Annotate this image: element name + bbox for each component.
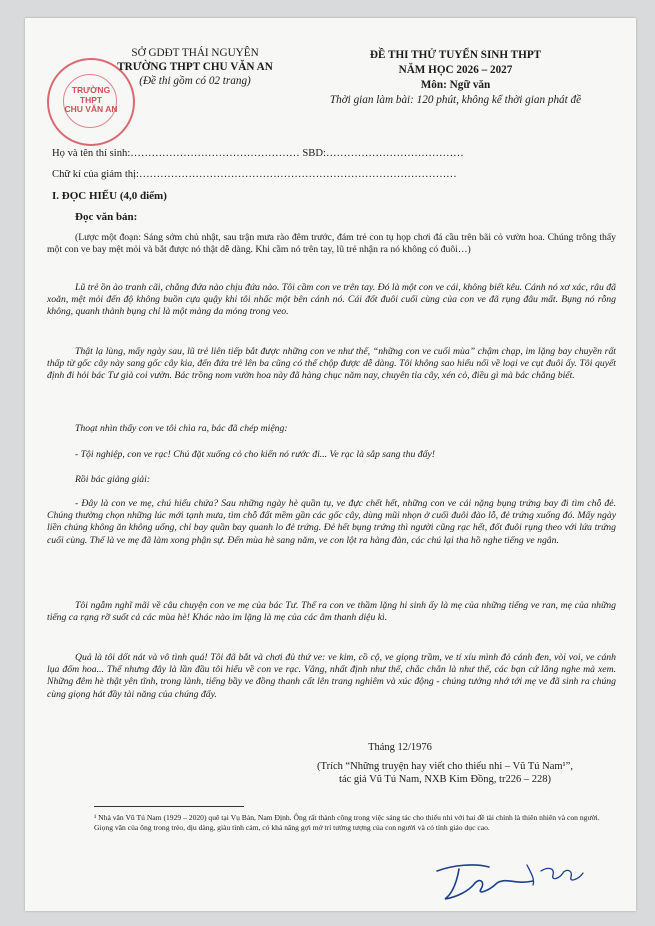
paragraph-4: - Tội nghiệp, con ve rạc! Chú đặt xuống cỏ cho kiến nó rước đi... Ve rạc là sắp sang thu đấy! — [75, 449, 435, 460]
paragraph-7: Tôi ngẫm nghĩ mãi về câu chuyện con ve mẹ của bác Tư. Thế ra con ve thầm lặng hi sinh ấy là mẹ của những tiếng ve ran, mẹ của những tiếng ca rạng rỡ suốt cả các mùa hè! Khác nào im lặng là mẹ của các âm thanh diệu kì. — [47, 600, 616, 624]
date-line: Tháng 12/1976 — [368, 742, 432, 753]
footnote-separator — [94, 806, 244, 807]
header-right — [293, 48, 618, 108]
paragraph-6: - Đây là con ve mẹ, chú hiểu chứa? Sau những ngày hè quần tụ, ve đực chết hết, những con ve cái nặng bụng trứng bay đi tìm chỗ đẻ. Chúng thường chọn những lúc mới tạnh mưa, tìm chỗ đất mềm gần các gốc cây, dùng mũi nhọn ở cuối đuôi đào lỗ, đẻ trứng xuống đó. Mấy ngày liền chúng không ăn không uống, chỉ bay quần bay quanh lo đẻ trứng. Đẻ hết bụng trứng thì người cũng rạc hết, đốt đuôi rụng theo với lứa trứng cuối cùng. Thế là ve mẹ đã làm xong phận sự. Đến mùa hè sang năm, ve con lột ra hàng đàn, các chú lại tha hồ nghe tiếng ve ngân. — [47, 498, 616, 546]
source-citation — [265, 760, 625, 786]
candidate-name-line: Họ và tên thí sinh:………………………………………… SBD:………………………………… — [52, 148, 464, 159]
signature-stroke-2 — [527, 865, 583, 885]
paragraph-8: Quả là tôi dốt nát và vô tình quá! Tôi đã bắt và chơi đủ thứ ve: ve kim, cồ cộ, ve giọng trầm, ve tí xíu mình đỏ cánh đen, vòi voi, ve cánh lụa đốm hoa... Thế nhưng đây là lần đầu tôi hiểu về con ve rạc. Vâng, nhất định như thế, chắc chắn là như thế, các bạn cứ lắng nghe mà xem. Những đêm hè thật yên tĩnh, trong lành, tiếng bầy ve đồng thanh cất lên trang nghiêm và xúc động - chúng tưởng nhớ tới mẹ ve đã sinh ra chúng cùng giọng hát đầy tài năng của chúng đấy. — [47, 652, 616, 700]
signature — [423, 853, 603, 908]
signature-stroke-1 — [437, 865, 533, 899]
school-name: TRƯỜNG THPT CHU VĂN AN — [117, 61, 273, 73]
exam-page — [25, 18, 636, 911]
paragraph-1: Lũ trẻ ồn ào tranh cãi, chẳng đứa nào chịu đứa nào. Tôi cầm con ve trên tay. Đó là một con ve cái, không biết kêu. Cánh nó xơ xác, râu đã xoăn, mệt mỏi đến độ không buồn cựa quậy khi tôi nhấc một bên cánh nó. Cái đốt đuôi cuối cùng của con ve đã rụng đâu mất. Bụng nó rỗng không, quanh thành bụng chỉ là một màng da mỏng trong veo. — [47, 282, 616, 318]
time-allowed — [293, 93, 618, 108]
header-left — [90, 46, 300, 88]
section-title: I. ĐỌC HIỂU (4,0 điểm) — [52, 190, 167, 202]
source-line-2: tác giả Vũ Tú Nam, NXB Kim Đồng, tr226 – 228) — [339, 774, 551, 785]
stamp-text — [49, 86, 133, 115]
exam-title: ĐỀ THI THỬ TUYỂN SINH THPT — [369, 49, 542, 61]
footnote: ¹ Nhà văn Vũ Tú Nam (1929 – 2020) quê tại Vụ Bản, Nam Định. Ông rất thành công trong việc sáng tác cho thiếu nhi với hai đề tài chính là thiên nhiên và con người. Giọng văn của ông trong trẻo, dịu dàng, giàu tình cảm, có khả năng gợi mở trí tưởng tượng của con người và có tính giáo dục cao. — [94, 813, 600, 832]
source-line-1: (Trích “Những truyện hay viết cho thiếu nhi – Vũ Tú Nam¹”, — [317, 761, 573, 772]
paragraph-3: Thoạt nhìn thấy con ve tôi chìa ra, bác đã chép miệng: — [75, 423, 288, 434]
paragraph-summary: (Lược một đoạn: Sáng sớm chủ nhật, sau trận mưa rào đêm trước, đám trẻ con tụ họp chơi đá cầu trên bãi cỏ vườn hoa. Chúng trông thấy một con ve bay mệt mỏi và bắt được nó thật dễ dàng. Khi cầm nó trên tay, lũ trẻ nhận ra nó không có đuôi…) — [47, 232, 616, 256]
stamp-line-1: TRƯỜNG — [71, 85, 111, 95]
stamp-line-2: THPT — [79, 94, 103, 105]
supervisor-signature-line: Chữ kí của giám thị:……………………………………………………………………………… — [52, 169, 457, 180]
time-label: Thời gian làm bài: — [329, 94, 414, 106]
subject: Môn: Ngữ văn — [420, 79, 491, 91]
department-name: SỞ GDĐT THÁI NGUYÊN — [131, 47, 259, 59]
stamp-line-3: CHU VĂN AN — [64, 104, 118, 114]
section-subtitle: Đọc văn bản: — [75, 211, 138, 223]
paragraph-5: Rồi bác giảng giải: — [75, 474, 151, 485]
paragraph-2: Thật lạ lùng, mấy ngày sau, lũ trẻ liên tiếp bắt được những con ve như thế, “những con ve cuối mùa” chậm chạp, im lặng bay chuyền rất thấp từ gốc cây này sang gốc cây kia, đến đứa trẻ lên ba cũng có thể chộp được dễ dàng. Tôi không sao hiểu nổi về loại ve cụt đuôi ấy. Tôi quyết định đi hỏi bác Tư già coi vườn. Bác trồng nom vườn hoa này đã hàng chục năm nay, chuyên tỉa cây, xén cỏ, điều gì mà bác chẳng biết. — [47, 346, 616, 382]
time-value: 120 phút, không kể thời gian phát đề — [416, 94, 582, 106]
school-year: NĂM HỌC 2026 – 2027 — [398, 64, 513, 76]
pages-note: (Đề thi gồm có 02 trang) — [139, 75, 251, 87]
